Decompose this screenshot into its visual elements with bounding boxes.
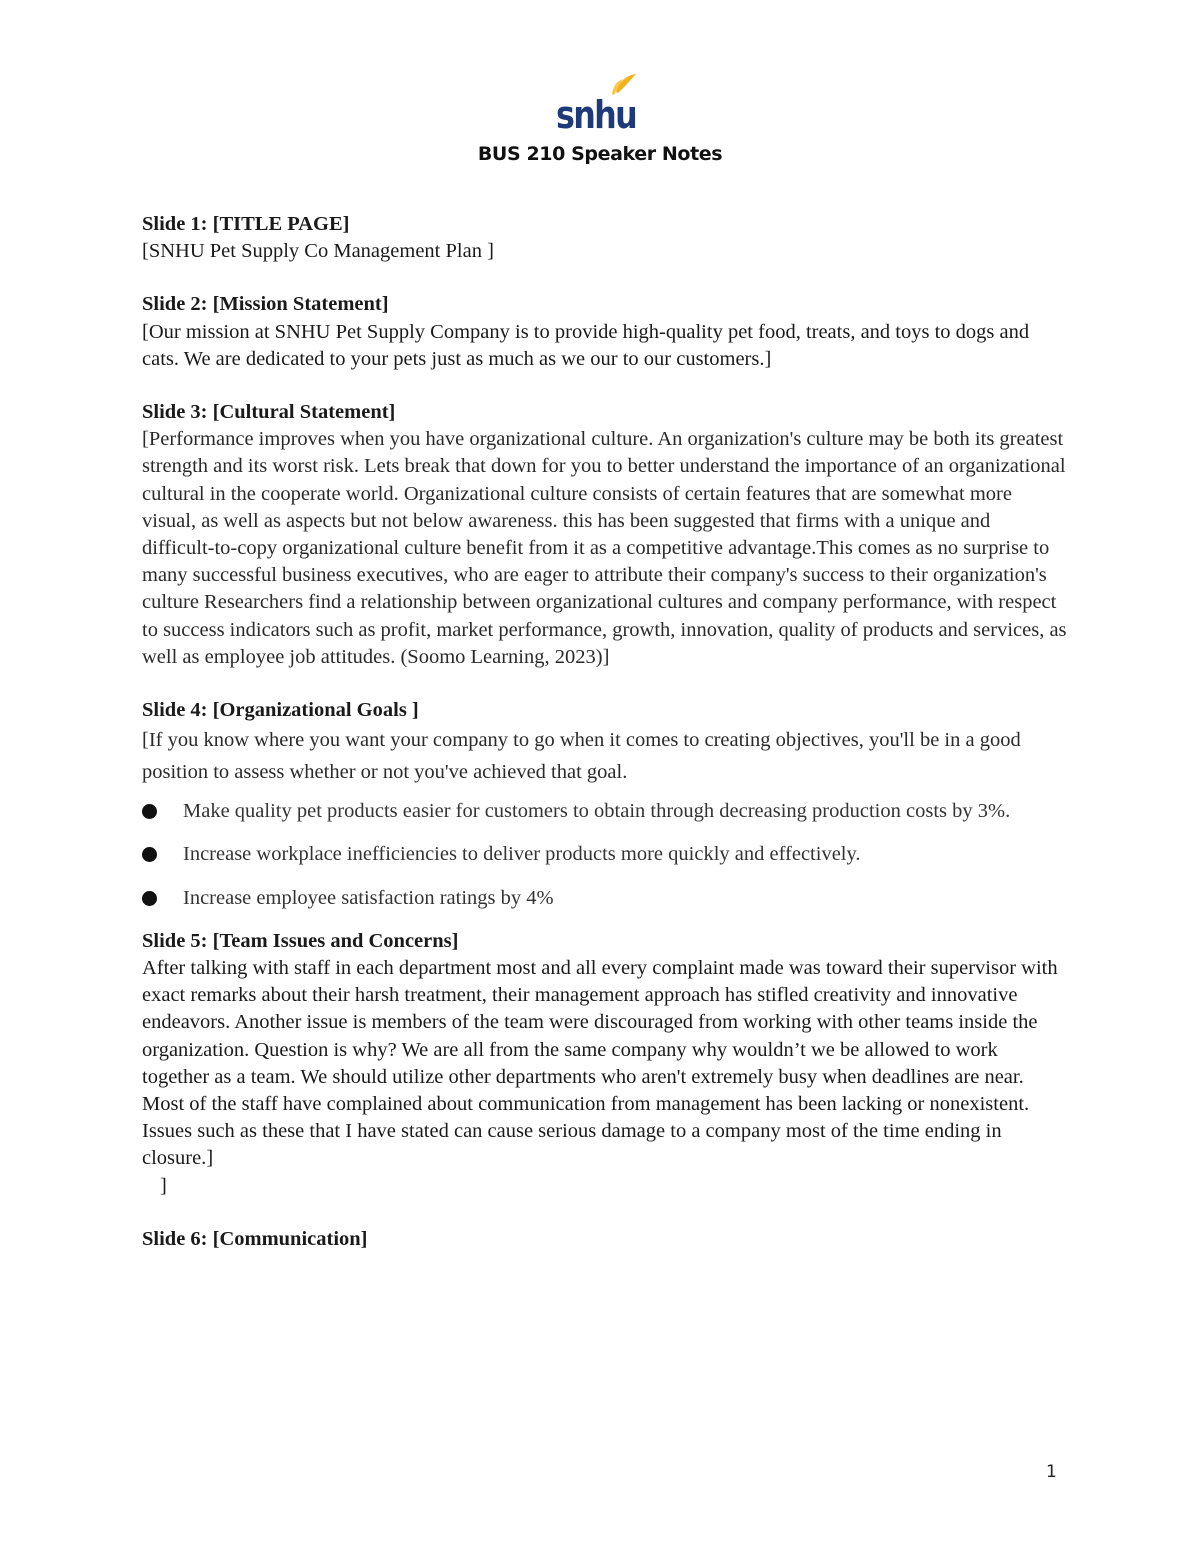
slide-2-heading: Slide 2: [Mission Statement] [142,293,389,316]
bullet-icon [142,891,157,906]
list-item: Make quality pet products easier for customers to obtain through decreasing production costs by 3%. [142,798,1067,825]
list-item: Increase workplace inefficiencies to deliver products more quickly and effectively. [142,841,1067,868]
slide-6-heading: Slide 6: [Communication] [142,1227,368,1250]
slide-5-text: After talking with staff in each department most and all every complaint made was toward their supervisor with exact remarks about their harsh treatment, their management approach has stifled creativity and innovative endeavors. Another issue is members of the team were discouraged from working with other teams inside the organization. Question is why? We are all from the same company why wouldn’t we be allowed to work together as a team. We should utilize other departments who aren't extremely busy when deadlines are near. Most of the staff have complained about communication from management has been lacking or nonexistent. Issues such as these that I have stated can cause serious damage to a company most of the time ending in closure.] [142,957,1058,1170]
goals-list [142,798,1067,912]
slide-3-text: [Performance improves when you have organizational culture. An organization's culture may be both its greatest strength and its worst risk. Lets break that down for you to better understand the importance of an organizational cultural in the cooperate world. Organizational culture consists of certain features that are somewhat more visual, as well as aspects but not below awareness. this has been suggested that firms with a unique and difficult-to-copy organizational culture benefit from it as a competitive advantage.This comes as no surprise to many successful business executives, who are eager to attribute their company's success to their organization's culture Researchers find a relationship between organizational cultures and company performance, with respect to success indicators such as profit, market performance, growth, innovation, quality of products and services, as well as employee job attitudes. (Soomo Learning, 2023)] [142,428,1067,668]
slide-1-text: [SNHU Pet Supply Co Management Plan ] [142,240,494,263]
slide-4-text: [If you know where you want your company to go when it comes to creating objectives, you'll be in a good position to assess whether or not you've achieved that goal. [142,729,1021,784]
bullet-icon [142,804,157,819]
slide-4-heading: Slide 4: [Organizational Goals ] [142,699,419,722]
slide-1-heading: Slide 1: [TITLE PAGE] [142,213,350,235]
list-item: Increase employee satisfaction ratings by 4% [142,885,1067,912]
slide-3-heading: Slide 3: [Cultural Statement] [142,401,396,424]
bullet-icon [142,847,157,862]
slide-2-text: [Our mission at SNHU Pet Supply Company is to provide high-quality pet food, treats, and toys to dogs and cats. We are dedicated to your pets just as much as we our to our customers.] [142,320,1030,370]
closing-bracket: ] [160,1174,167,1197]
logo-wordmark: snhu [556,93,636,137]
page-number: 1 [1046,1462,1057,1482]
snhu-logo [556,72,640,137]
document-title: BUS 210 Speaker Notes [477,143,723,165]
speaker-notes-body [142,211,1067,1253]
slide-5-heading: Slide 5: [Team Issues and Concerns] [142,929,459,952]
